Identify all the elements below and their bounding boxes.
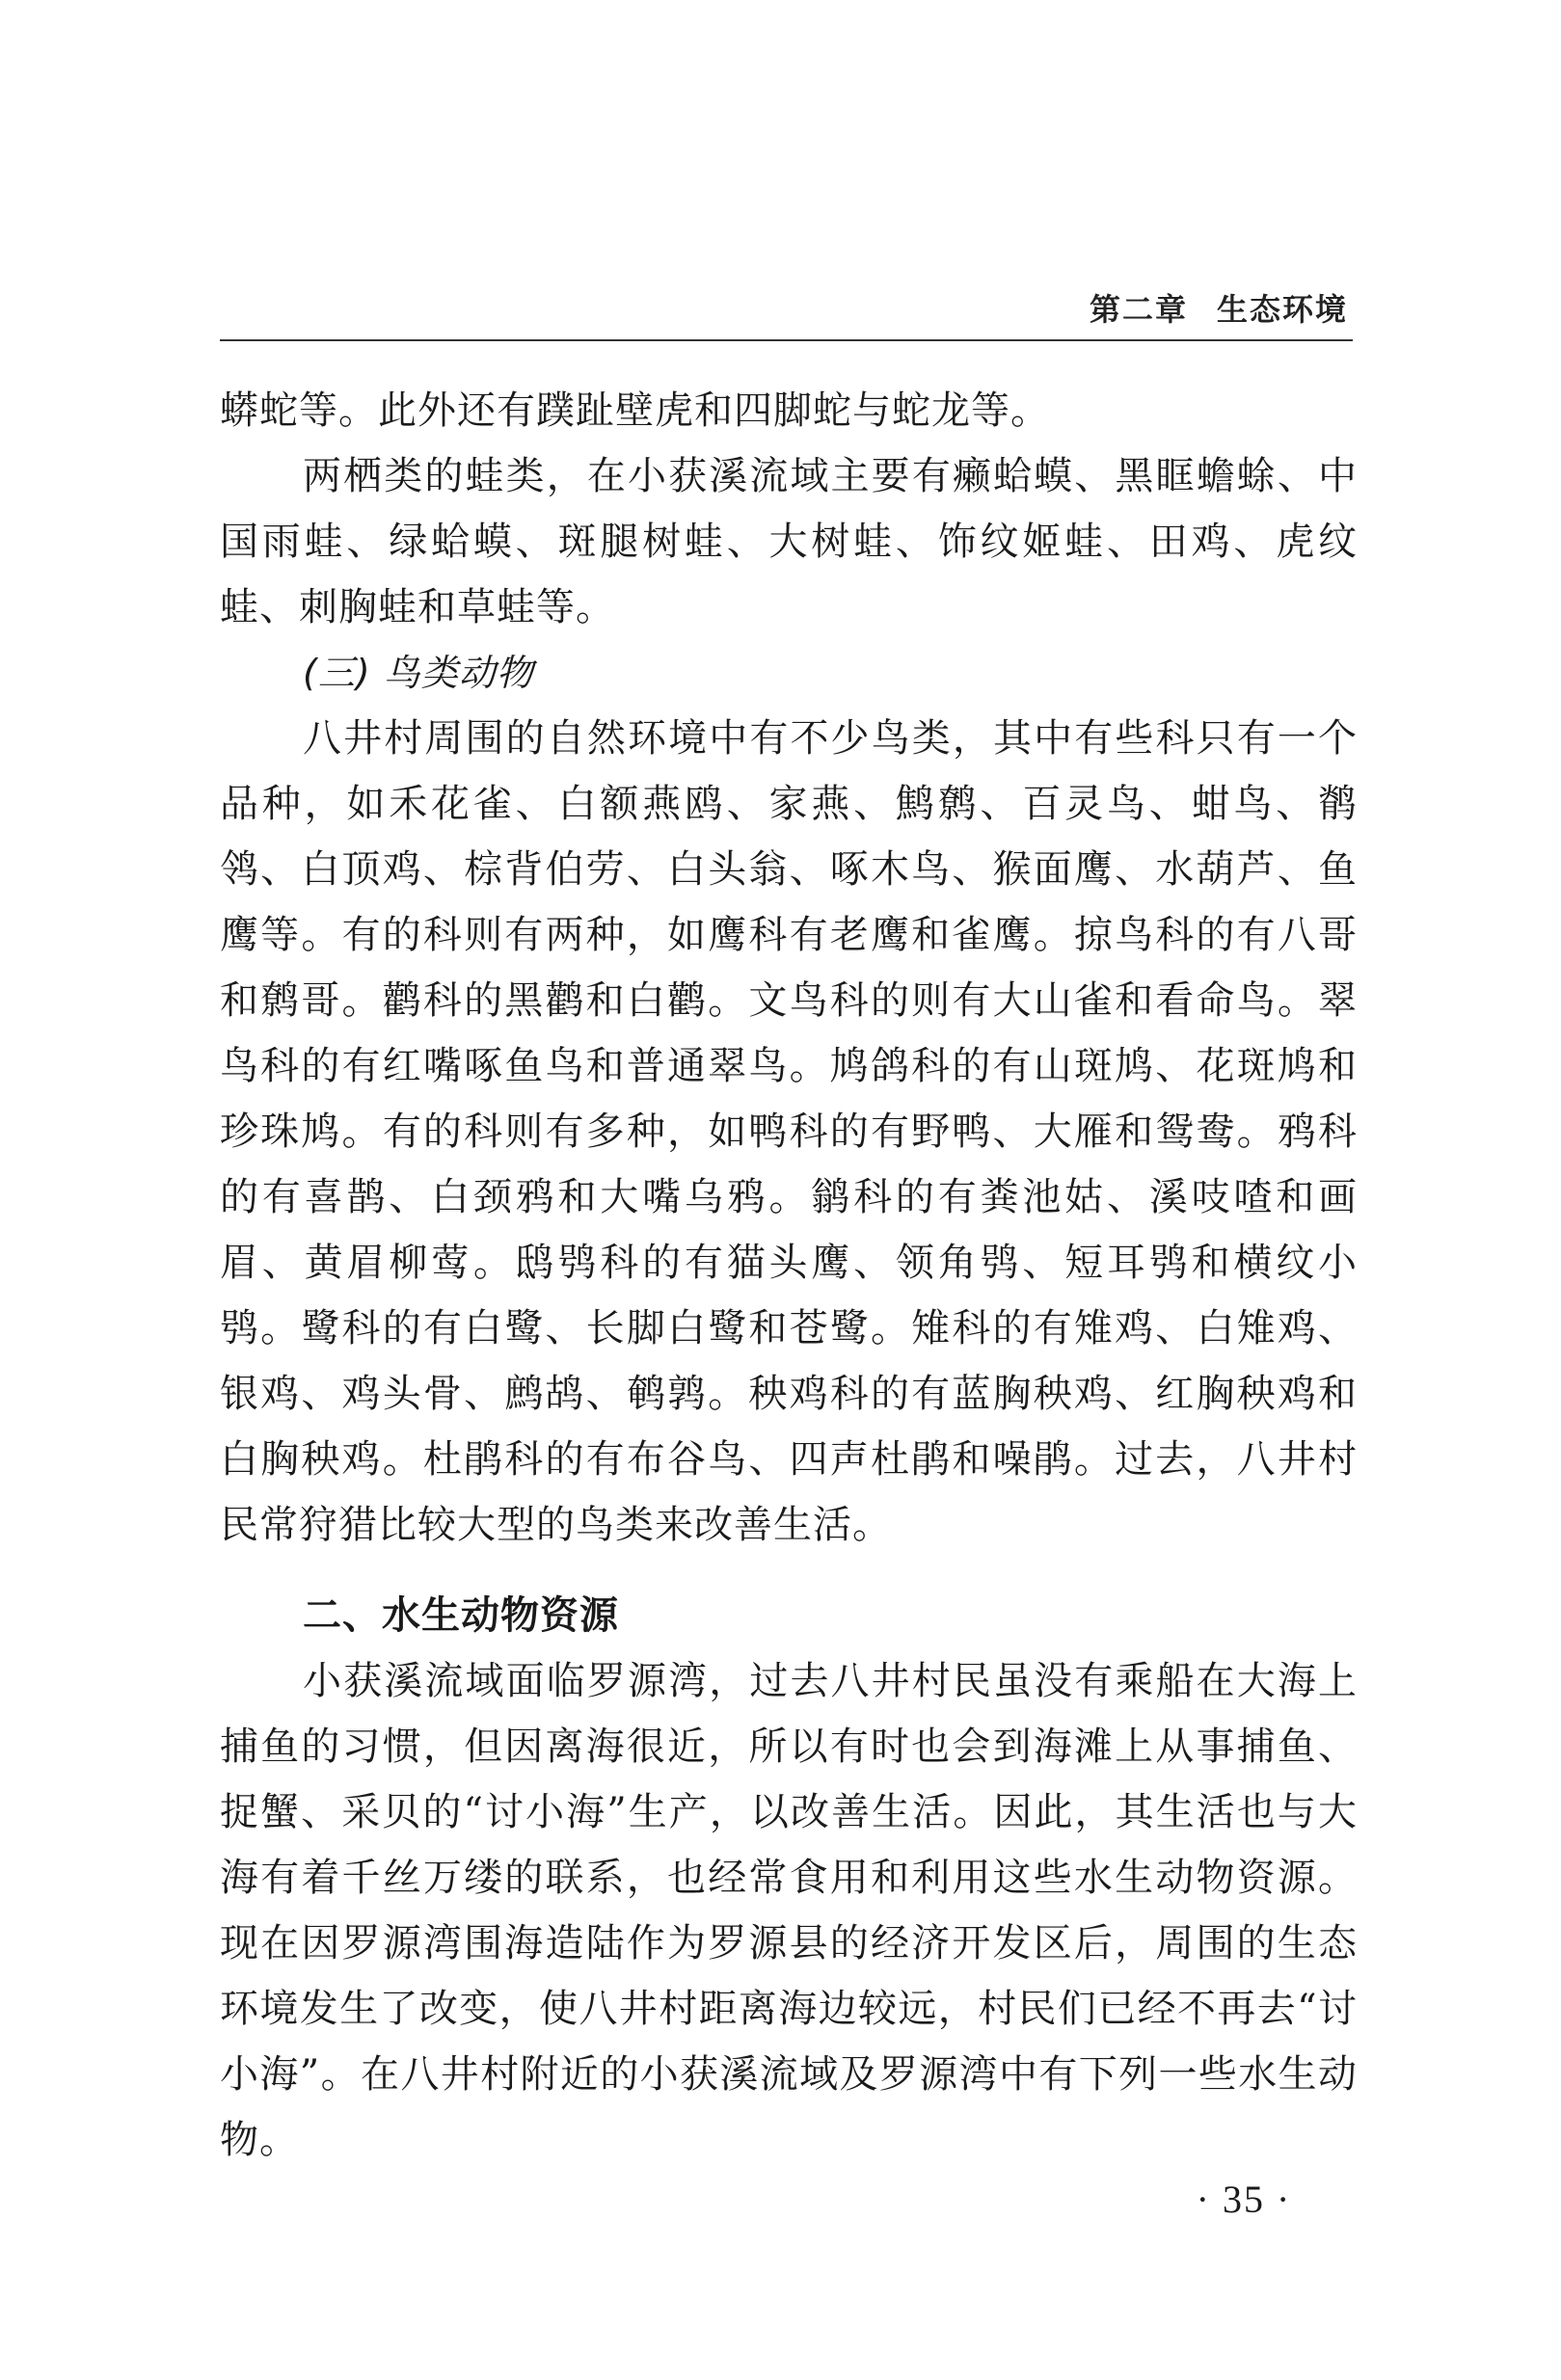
- running-head: [220, 285, 1348, 332]
- paragraph-birds: 八井村周围的自然环境中有不少鸟类，其中有些科只有一个品种，如禾花雀、白额燕鸥、家燕、鹪鹩、百灵鸟、蚶鸟、鹡鸰、白顶鸡、棕背伯劳、白头翁、啄木鸟、猴面鹰、水葫芦、鱼鹰等。有的科则有两种，如鹰科有老鹰和雀鹰。掠鸟科的有八哥和鹩哥。鹳科的黑鹳和白鹳。文鸟科的则有大山雀和看命鸟。翠鸟科的有红嘴啄鱼鸟和普通翠鸟。鸠鸽科的有山斑鸠、花斑鸠和珍珠鸠。有的科则有多种，如鸭科的有野鸭、大雁和鸳鸯。鸦科的有喜鹊、白颈鸦和大嘴乌鸦。鹟科的有粪池姑、溪吱喳和画眉、黄眉柳莺。鸱鸮科的有猫头鹰、领角鸮、短耳鸮和横纹小鸮。鹭科的有白鹭、长脚白鹭和苍鹭。雉科的有雉鸡、白雉鸡、银鸡、鸡头骨、鹧鸪、鹌鹑。秧鸡科的有蓝胸秧鸡、红胸秧鸡和白胸秧鸡。杜鹃科的有布谷鸟、四声杜鹃和噪鹃。过去，八井村民常狩猎比较大型的鸟类来改善生活。: [220, 716, 1358, 1547]
- page-number: · 35 ·: [1196, 2178, 1292, 2221]
- paragraph-aquatic: 小获溪流域面临罗源湾，过去八井村民虽没有乘船在大海上捕鱼的习惯，但因离海很近，所以有时也会到海滩上从事捕鱼、捉蟹、采贝的“讨小海”生产，以改善生活。因此，其生活也与大海有着千丝万缕的联系，也经常食用和利用这些水生动物资源。现在因罗源湾围海造陆作为罗源县的经济开发区后，周围的生态环境发生了改变，使八井村距离海边较远，村民们已经不再去“讨小海”。在八井村附近的小获溪流域及罗源湾中有下列一些水生动物。: [220, 1659, 1358, 2162]
- body-text-upper: [220, 378, 1358, 1558]
- body-text-lower: [220, 1583, 1358, 2173]
- paragraph-reptiles-end: 蟒蛇等。此外还有蹼趾壁虎和四脚蛇与蛇龙等。: [220, 388, 1050, 433]
- chapter-title: 生态环境: [1216, 291, 1348, 328]
- subsection-heading-birds: (三) 鸟类动物: [303, 652, 534, 694]
- paragraph-amphibians: 两栖类的蛙类，在小获溪流域主要有癞蛤蟆、黑眶蟾蜍、中国雨蛙、绿蛤蟆、斑腿树蛙、大树蛙、饰纹姬蛙、田鸡、虎纹蛙、刺胸蛙和草蛙等。: [220, 454, 1358, 629]
- header-rule: [220, 339, 1353, 341]
- section-heading-aquatic: 二、水生动物资源: [303, 1593, 619, 1638]
- chapter-label: 第二章: [1089, 291, 1188, 328]
